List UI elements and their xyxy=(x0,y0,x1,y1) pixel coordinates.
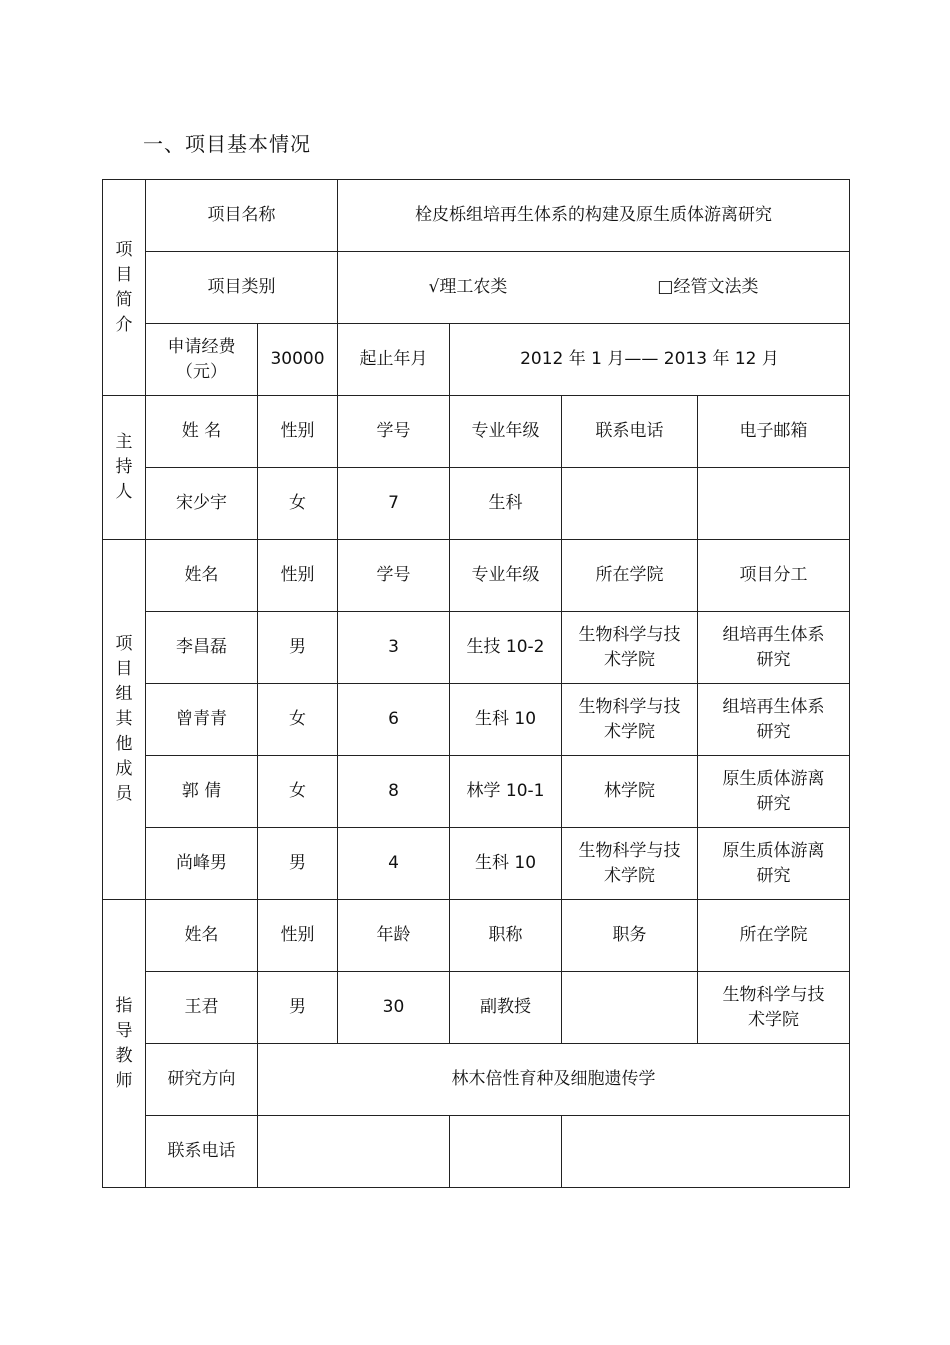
advisor-phone-row xyxy=(103,1116,850,1188)
table-row xyxy=(103,612,850,684)
project-info-table xyxy=(102,179,850,1188)
table-cell: 生技 10-2 xyxy=(450,612,562,684)
research-direction-value: 林木倍性育种及细胞遗传学 xyxy=(258,1044,850,1116)
table-cell xyxy=(698,468,850,540)
host-row xyxy=(103,468,850,540)
header-cell: 职务 xyxy=(562,900,698,972)
table-cell xyxy=(258,1116,450,1188)
table-cell: 4 xyxy=(338,828,450,900)
project-category-label: 项目类别 xyxy=(146,252,338,324)
funding-row xyxy=(103,324,850,396)
table-cell: 李昌磊 xyxy=(146,612,258,684)
header-cell: 性别 xyxy=(258,396,338,468)
table-cell: 3 xyxy=(338,612,450,684)
table-cell: 6 xyxy=(338,684,450,756)
table-cell: 8 xyxy=(338,756,450,828)
table-cell: 生科 xyxy=(450,468,562,540)
header-cell: 专业年级 xyxy=(450,540,562,612)
table-cell: 原生质体游离研究 xyxy=(698,828,850,900)
section-heading: 一、项目基本情况 xyxy=(143,132,311,156)
table-cell: 生物科学与技术学院 xyxy=(562,684,698,756)
period-value: 2012 年 1 月—— 2013 年 12 月 xyxy=(450,324,850,396)
members-header-row xyxy=(103,540,850,612)
table-cell: 原生质体游离研究 xyxy=(698,756,850,828)
header-cell: 姓名 xyxy=(146,900,258,972)
advisor-header-row xyxy=(103,900,850,972)
header-cell: 电子邮箱 xyxy=(698,396,850,468)
header-cell: 职称 xyxy=(450,900,562,972)
table-cell: 7 xyxy=(338,468,450,540)
header-cell: 联系电话 xyxy=(562,396,698,468)
table-row xyxy=(103,756,850,828)
members-section-label: 项目组其他成员 xyxy=(103,540,146,900)
table-cell: 生物科学与技术学院 xyxy=(562,828,698,900)
table-cell: 女 xyxy=(258,468,338,540)
project-name-label: 项目名称 xyxy=(146,180,338,252)
project-name-value: 栓皮栎组培再生体系的构建及原生质体游离研究 xyxy=(338,180,850,252)
funding-label: 申请经费（元） xyxy=(146,324,258,396)
table-cell: 宋少宇 xyxy=(146,468,258,540)
research-direction-row xyxy=(103,1044,850,1116)
host-section-label: 主持人 xyxy=(103,396,146,540)
advisor-row xyxy=(103,972,850,1044)
table-cell: 林学院 xyxy=(562,756,698,828)
category-option-management: □经管文法类 xyxy=(657,277,759,297)
header-cell: 姓 名 xyxy=(146,396,258,468)
table-cell: 30 xyxy=(338,972,450,1044)
table-cell: 副教授 xyxy=(450,972,562,1044)
table-cell xyxy=(562,468,698,540)
period-label: 起止年月 xyxy=(338,324,450,396)
header-cell: 性别 xyxy=(258,900,338,972)
header-cell: 年龄 xyxy=(338,900,450,972)
table-row xyxy=(103,828,850,900)
project-name-row xyxy=(103,180,850,252)
host-header-row xyxy=(103,396,850,468)
intro-section-label: 项目简介 xyxy=(103,180,146,396)
table-cell: 生科 10 xyxy=(450,684,562,756)
funding-value: 30000 xyxy=(258,324,338,396)
header-cell: 专业年级 xyxy=(450,396,562,468)
table-cell: 生物科学与技术学院 xyxy=(698,972,850,1044)
research-direction-label: 研究方向 xyxy=(146,1044,258,1116)
table-cell: 女 xyxy=(258,684,338,756)
project-category-value xyxy=(338,252,850,324)
table-cell: 尚峰男 xyxy=(146,828,258,900)
table-cell xyxy=(562,1116,850,1188)
header-cell: 所在学院 xyxy=(562,540,698,612)
header-cell: 所在学院 xyxy=(698,900,850,972)
table-cell: 女 xyxy=(258,756,338,828)
advisor-phone-label: 联系电话 xyxy=(146,1116,258,1188)
table-cell xyxy=(450,1116,562,1188)
header-cell: 姓名 xyxy=(146,540,258,612)
table-cell: 生物科学与技术学院 xyxy=(562,612,698,684)
header-cell: 性别 xyxy=(258,540,338,612)
table-row xyxy=(103,684,850,756)
category-option-science: √理工农类 xyxy=(428,277,508,297)
table-cell: 男 xyxy=(258,612,338,684)
advisor-section-label: 指导教师 xyxy=(103,900,146,1188)
project-category-row xyxy=(103,252,850,324)
table-cell: 郭 倩 xyxy=(146,756,258,828)
table-cell: 男 xyxy=(258,972,338,1044)
table-cell: 林学 10-1 xyxy=(450,756,562,828)
table-cell xyxy=(562,972,698,1044)
header-cell: 项目分工 xyxy=(698,540,850,612)
header-cell: 学号 xyxy=(338,396,450,468)
table-cell: 组培再生体系研究 xyxy=(698,612,850,684)
table-cell: 男 xyxy=(258,828,338,900)
header-cell: 学号 xyxy=(338,540,450,612)
table-cell: 曾青青 xyxy=(146,684,258,756)
table-cell: 王君 xyxy=(146,972,258,1044)
table-cell: 生科 10 xyxy=(450,828,562,900)
table-cell: 组培再生体系研究 xyxy=(698,684,850,756)
